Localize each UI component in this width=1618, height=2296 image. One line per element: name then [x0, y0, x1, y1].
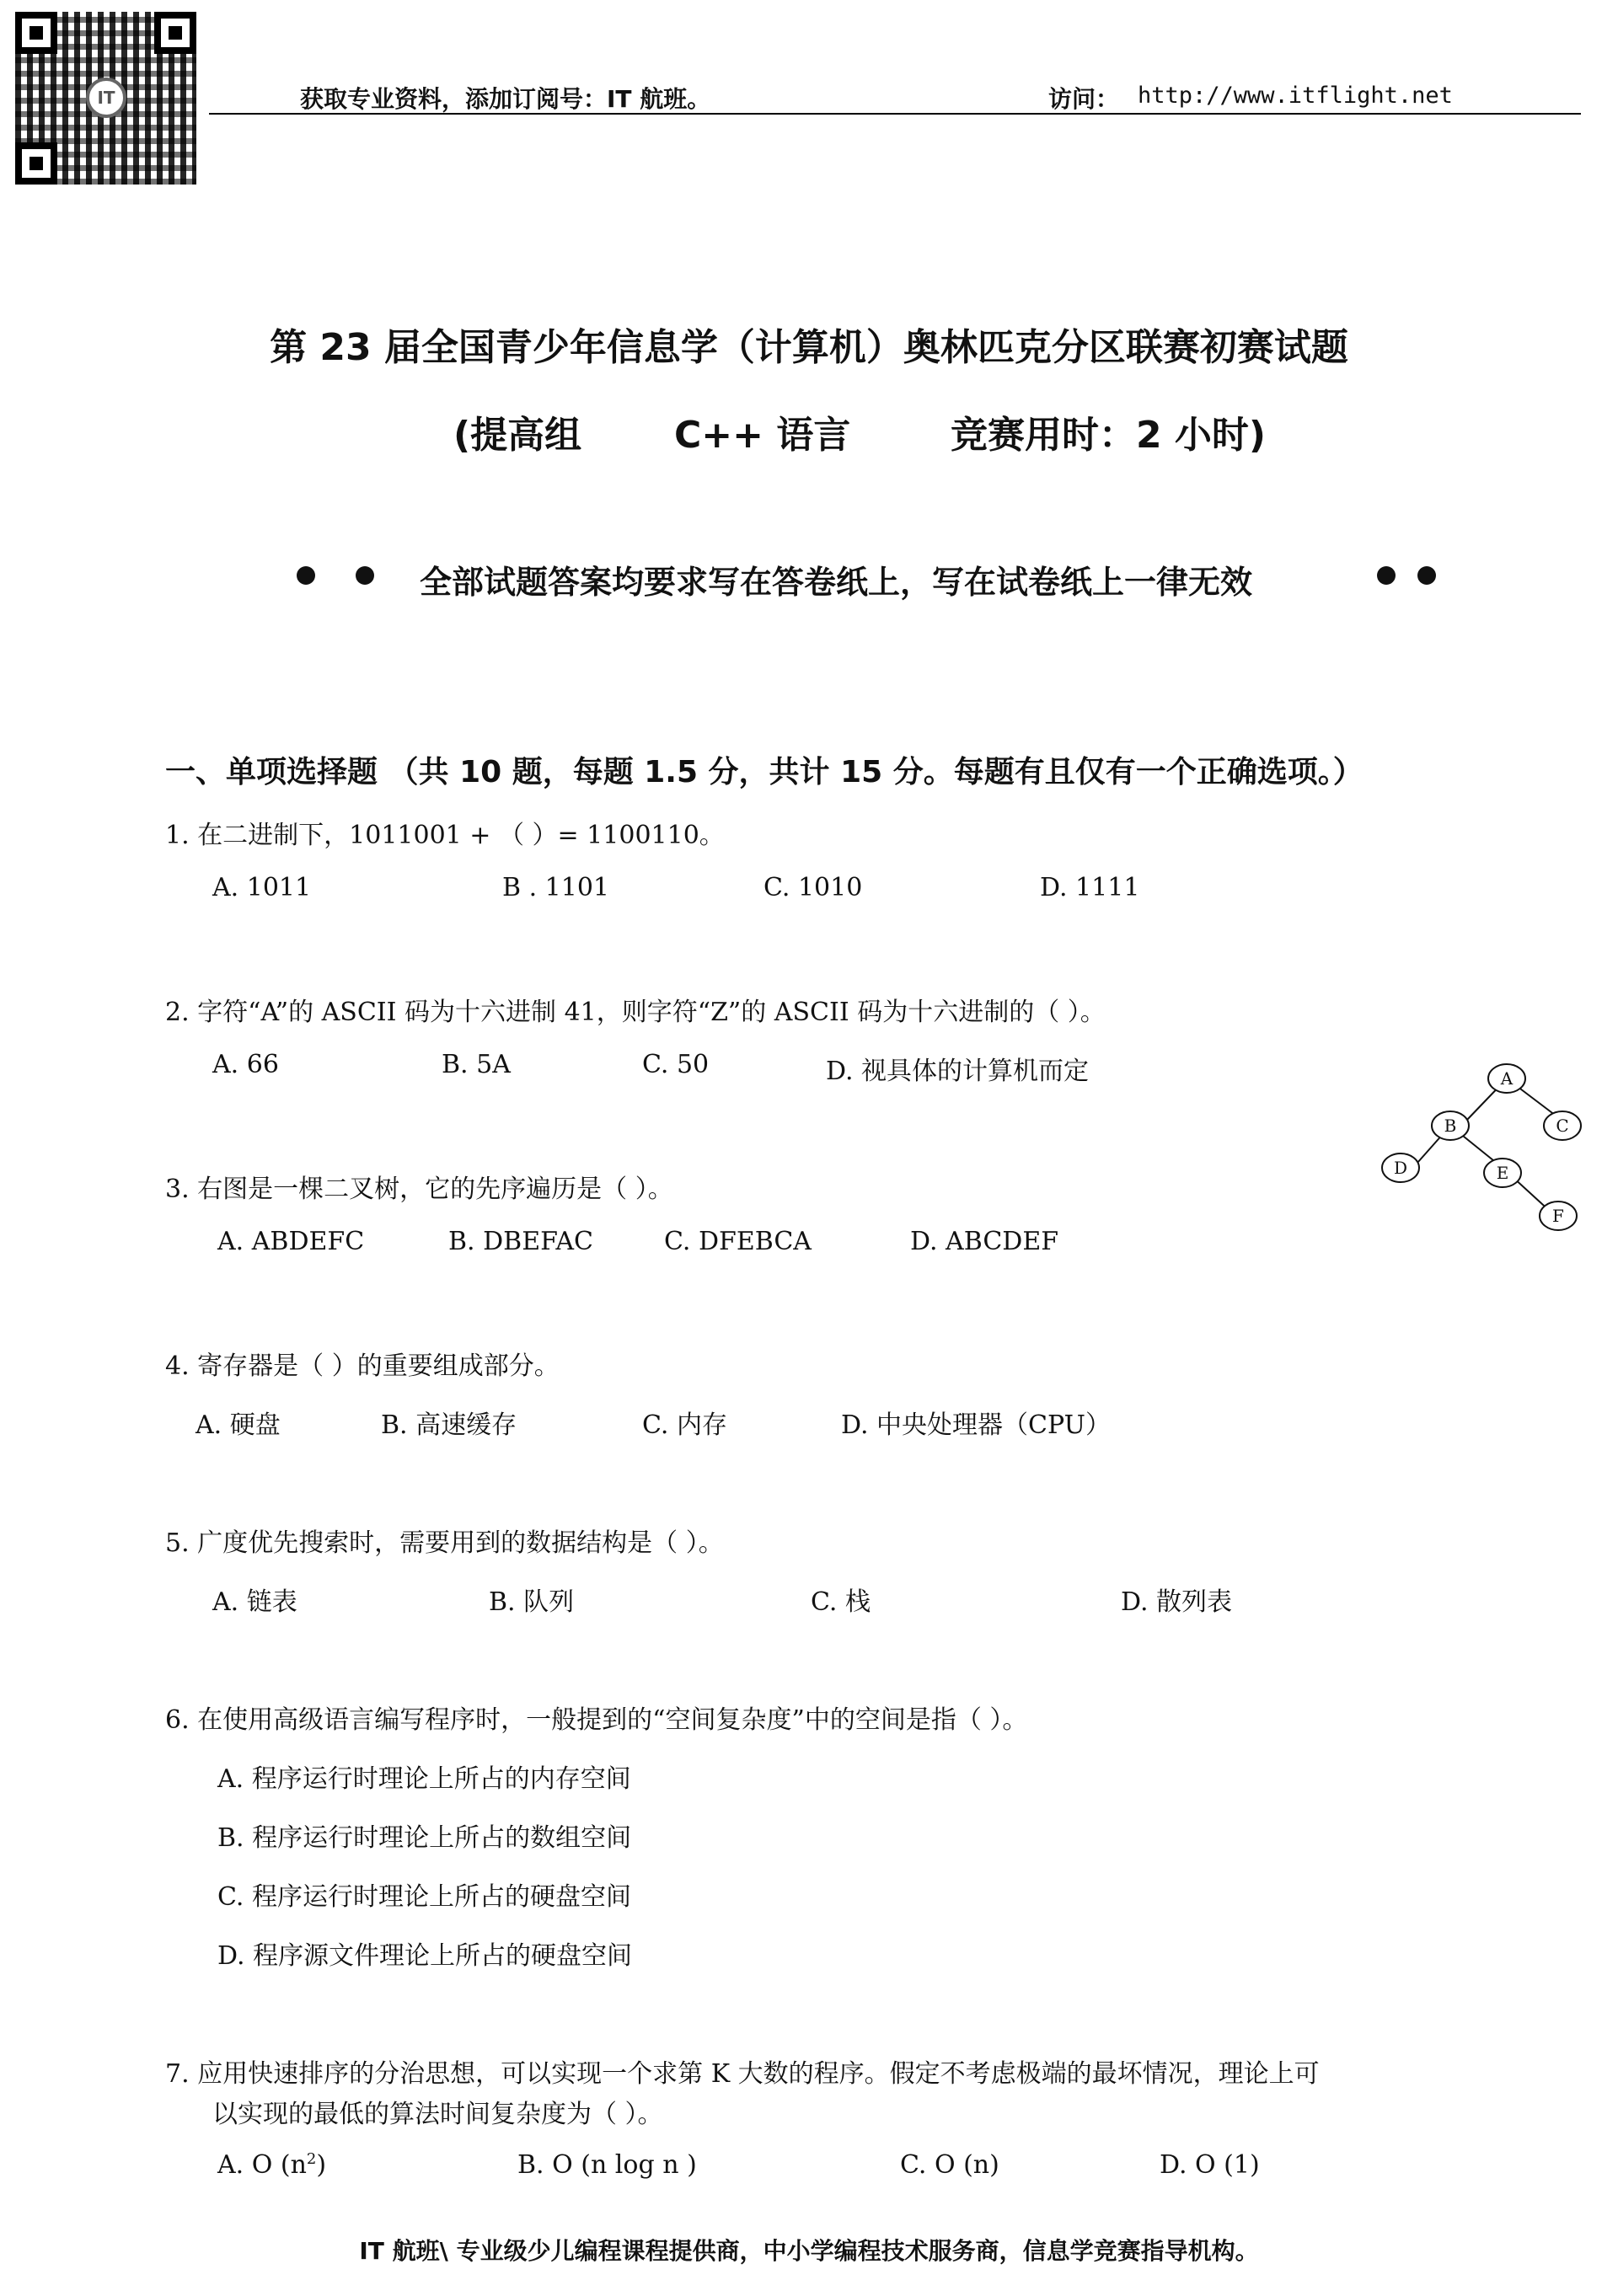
q4-option-a: A. 硬盘: [196, 1410, 281, 1440]
q3-option-c: C. DFEBCA: [664, 1227, 812, 1256]
tree-label-a: A: [1500, 1068, 1514, 1089]
tree-label-b: B: [1444, 1116, 1457, 1136]
q5-option-d: D. 散列表: [1121, 1587, 1233, 1617]
bullet-icon: [297, 566, 315, 585]
header-subscription-text: 获取专业资料，添加订阅号：IT 航班。: [300, 85, 711, 113]
q4-option-c: C. 内存: [642, 1410, 727, 1440]
question-6: 6. 在使用高级语言编写程序时，一般提到的“空间复杂度”中的空间是指（ ）。: [165, 1705, 1028, 1735]
q5-option-b: B. 队列: [489, 1587, 575, 1617]
question-2: 2. 字符“A”的 ASCII 码为十六进制 41，则字符“Z”的 ASCII 码为十六进制的（ ）。: [165, 998, 1106, 1027]
qr-logo-icon: IT: [86, 78, 126, 118]
notice-text: 全部试题答案均要求写在答卷纸上，写在试卷纸上一律无效: [420, 564, 1253, 601]
q4-option-b: B. 高速缓存: [381, 1410, 517, 1440]
question-3: 3. 右图是一棵二叉树，它的先序遍历是（ ）。: [165, 1175, 673, 1204]
question-5: 5. 广度优先搜索时，需要用到的数据结构是（ ）。: [165, 1528, 724, 1558]
q7-option-a: A. O $(n^2)$: [217, 2150, 327, 2180]
q7-option-c: C. O (n): [900, 2150, 999, 2180]
q2-option-b: B. 5A: [442, 1050, 511, 1079]
q1-option-a: A. 1011: [212, 873, 312, 902]
q6-option-b: B. 程序运行时理论上所占的数组空间: [217, 1823, 632, 1853]
subtitle-group: (提高组: [453, 414, 582, 457]
subtitle-language: C++ 语言: [674, 414, 851, 457]
page-title: 第 23 届全国青少年信息学（计算机）奥林匹克分区联赛初赛试题: [270, 326, 1348, 369]
bullet-icon: [1377, 566, 1396, 585]
footer-text: IT 航班\ 专业级少儿编程课程提供商，中小学编程技术服务商，信息学竞赛指导机构。: [359, 2237, 1259, 2265]
q3-option-a: A. ABDEFC: [217, 1227, 365, 1256]
tree-label-d: D: [1393, 1158, 1408, 1178]
tree-label-c: C: [1556, 1116, 1569, 1136]
q6-option-c: C. 程序运行时理论上所占的硬盘空间: [217, 1882, 631, 1912]
q5-option-c: C. 栈: [811, 1587, 871, 1617]
q3-option-b: B. DBEFAC: [448, 1227, 593, 1256]
qr-code: [15, 12, 196, 185]
header-divider: [209, 113, 1581, 115]
q4-option-d: D. 中央处理器（CPU）: [841, 1410, 1111, 1440]
subtitle-duration: 竞赛用时：2 小时): [951, 414, 1267, 457]
q6-option-d: D. 程序源文件理论上所占的硬盘空间: [217, 1941, 633, 1971]
header-visit-label: 访问：: [1048, 85, 1120, 113]
question-7-line-2: 以实现的最低的算法时间复杂度为（ ）。: [212, 2100, 663, 2129]
tree-label-f: F: [1552, 1206, 1564, 1226]
question-4: 4. 寄存器是（ ）的重要组成部分。: [165, 1351, 560, 1381]
q2-option-d: D. 视具体的计算机而定: [826, 1057, 1090, 1086]
q6-option-a: A. 程序运行时理论上所占的内存空间: [217, 1764, 631, 1794]
q2-option-c: C. 50: [642, 1050, 710, 1079]
header-url-link[interactable]: http://www.itflight.net: [1138, 83, 1453, 109]
question-7-line-1: 7. 应用快速排序的分治思想，可以实现一个求第 K 大数的程序。假定不考虑极端的最坏情况，理论上可: [165, 2059, 1320, 2089]
binary-tree-diagram: [1365, 1053, 1584, 1247]
q3-option-d: D. ABCDEF: [910, 1227, 1059, 1256]
tree-label-e: E: [1496, 1163, 1509, 1183]
q7-option-b: B. O (n log n ): [517, 2150, 697, 2180]
section-heading: 一、单项选择题 （共 10 题，每题 1.5 分，共计 15 分。每题有且仅有一个正确选项。）: [165, 755, 1364, 789]
bullet-icon: [356, 566, 374, 585]
bullet-icon: [1417, 566, 1436, 585]
q7-option-d: D. O (1): [1160, 2150, 1260, 2180]
question-1: 1. 在二进制下，1011001 + （ ）= 1100110。: [165, 821, 725, 850]
q1-option-b: B . 1101: [502, 873, 610, 902]
q5-option-a: A. 链表: [212, 1587, 297, 1617]
q1-option-c: C. 1010: [763, 873, 863, 902]
q1-option-d: D. 1111: [1040, 873, 1140, 902]
q2-option-a: A. 66: [212, 1050, 279, 1079]
